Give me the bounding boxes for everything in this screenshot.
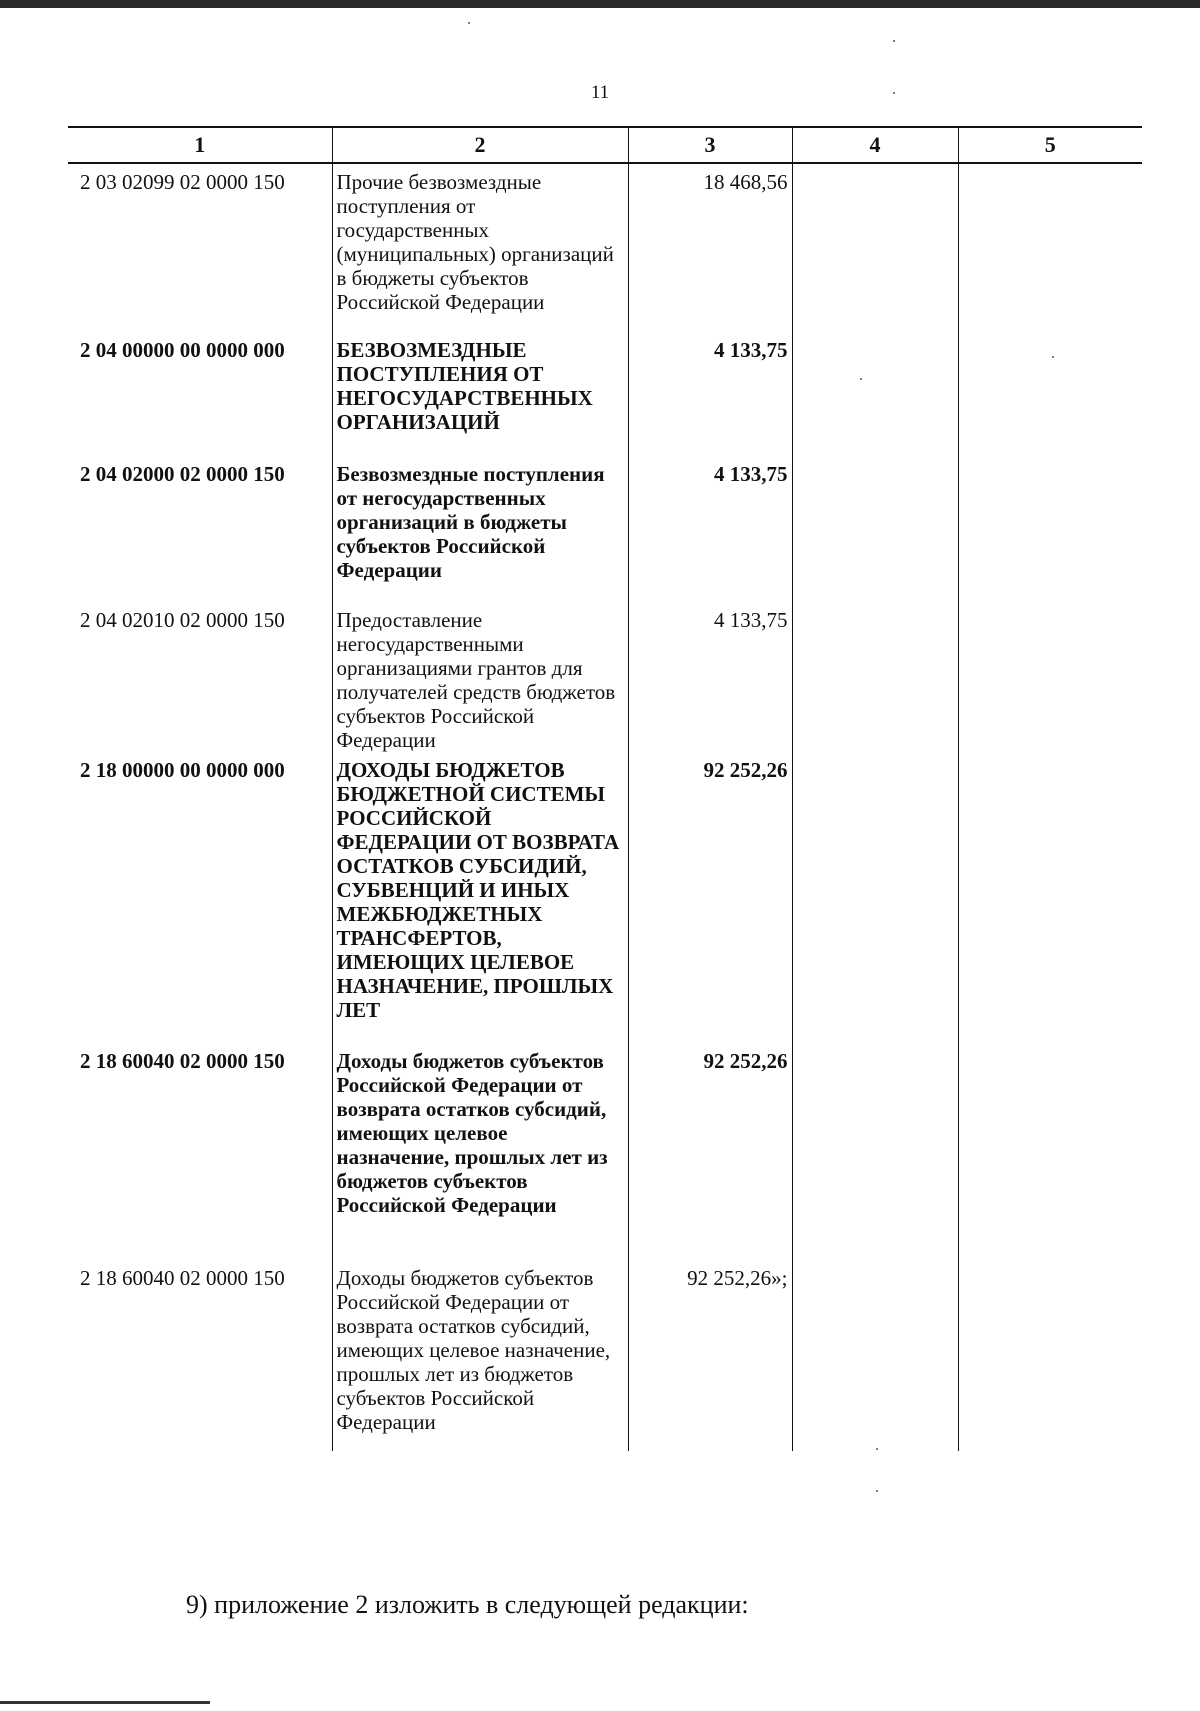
table-row [68, 1260, 1142, 1451]
column-header-5: 5 [958, 127, 1142, 163]
column-header-4: 4 [792, 127, 958, 163]
scan-bottom-edge [0, 1701, 210, 1704]
row-amount: 4 133,75 [628, 602, 792, 752]
budget-table [68, 126, 1142, 1451]
row-code: 2 18 00000 00 0000 000 [80, 758, 285, 782]
row-col4 [792, 332, 958, 456]
row-col5 [958, 332, 1142, 456]
scan-speck [860, 378, 862, 380]
row-amount: 92 252,26 [628, 1043, 792, 1260]
row-col5 [958, 163, 1142, 332]
row-amount: 92 252,26 [628, 752, 792, 1043]
table-row [68, 332, 1142, 456]
column-header-2: 2 [332, 127, 628, 163]
table-row [68, 456, 1142, 602]
page-number: 11 [590, 82, 610, 103]
scan-speck [468, 22, 470, 24]
row-amount: 18 468,56 [628, 163, 792, 332]
row-name: Безвозмездные поступления от негосударственных организаций в бюджеты субъектов Российской Федерации [332, 456, 628, 602]
row-code: 2 04 02000 02 0000 150 [80, 462, 285, 486]
row-amount: 4 133,75 [628, 332, 792, 456]
table-row [68, 163, 1142, 332]
row-name: БЕЗВОЗМЕЗДНЫЕ ПОСТУПЛЕНИЯ ОТ НЕГОСУДАРСТВЕННЫХ ОРГАНИЗАЦИЙ [332, 332, 628, 456]
column-header-1: 1 [68, 127, 332, 163]
row-name: Доходы бюджетов субъектов Российской Федерации от возврата остатков субсидий, имеющих целевое назначение, прошлых лет из бюджетов субъектов Российской Федерации [332, 1043, 628, 1260]
scan-speck [1052, 356, 1054, 358]
row-code: 2 04 02010 02 0000 150 [80, 608, 285, 632]
row-col4 [792, 456, 958, 602]
row-amount: 92 252,26»; [628, 1260, 792, 1451]
row-col4 [792, 1043, 958, 1260]
scan-top-edge [0, 0, 1200, 8]
row-code: 2 18 60040 02 0000 150 [80, 1049, 285, 1073]
column-header-3: 3 [628, 127, 792, 163]
row-name: Доходы бюджетов субъектов Российской Федерации от возврата остатков субсидий, имеющих целевое назначение, прошлых лет из бюджетов субъектов Российской Федерации [332, 1260, 628, 1451]
row-name: Предоставление негосударственными организациями грантов для получателей средств бюджетов субъектов Российской Федерации [332, 602, 628, 752]
scan-speck [876, 1490, 878, 1492]
row-code: 2 04 00000 00 0000 000 [80, 338, 285, 362]
table-row [68, 1043, 1142, 1260]
row-col5 [958, 602, 1142, 752]
row-col4 [792, 163, 958, 332]
amendment-paragraph: 9) приложение 2 изложить в следующей редакции: [186, 1590, 749, 1619]
row-col5 [958, 1043, 1142, 1260]
table-row [68, 752, 1142, 1043]
row-col5 [958, 456, 1142, 602]
row-col5 [958, 1260, 1142, 1451]
row-amount: 4 133,75 [628, 456, 792, 602]
table-header-row [68, 127, 1142, 163]
row-col4 [792, 602, 958, 752]
row-name: Прочие безвозмездные поступления от государственных (муниципальных) организаций в бюджеты субъектов Российской Федерации [332, 163, 628, 332]
row-name: ДОХОДЫ БЮДЖЕТОВ БЮДЖЕТНОЙ СИСТЕМЫ РОССИЙСКОЙ ФЕДЕРАЦИИ ОТ ВОЗВРАТА ОСТАТКОВ СУБСИДИЙ, СУБВЕНЦИЙ И ИНЫХ МЕЖБЮДЖЕТНЫХ ТРАНСФЕРТОВ, ИМЕЮЩИХ ЦЕЛЕВОЕ НАЗНАЧЕНИЕ, ПРОШЛЫХ ЛЕТ [332, 752, 628, 1043]
row-col5 [958, 752, 1142, 1043]
row-col4 [792, 1260, 958, 1451]
table-row [68, 602, 1142, 752]
scan-speck [876, 1448, 878, 1450]
scan-speck [893, 92, 895, 94]
row-code: 2 18 60040 02 0000 150 [80, 1266, 285, 1290]
row-col4 [792, 752, 958, 1043]
row-code: 2 03 02099 02 0000 150 [80, 170, 285, 194]
scan-speck [893, 40, 895, 42]
